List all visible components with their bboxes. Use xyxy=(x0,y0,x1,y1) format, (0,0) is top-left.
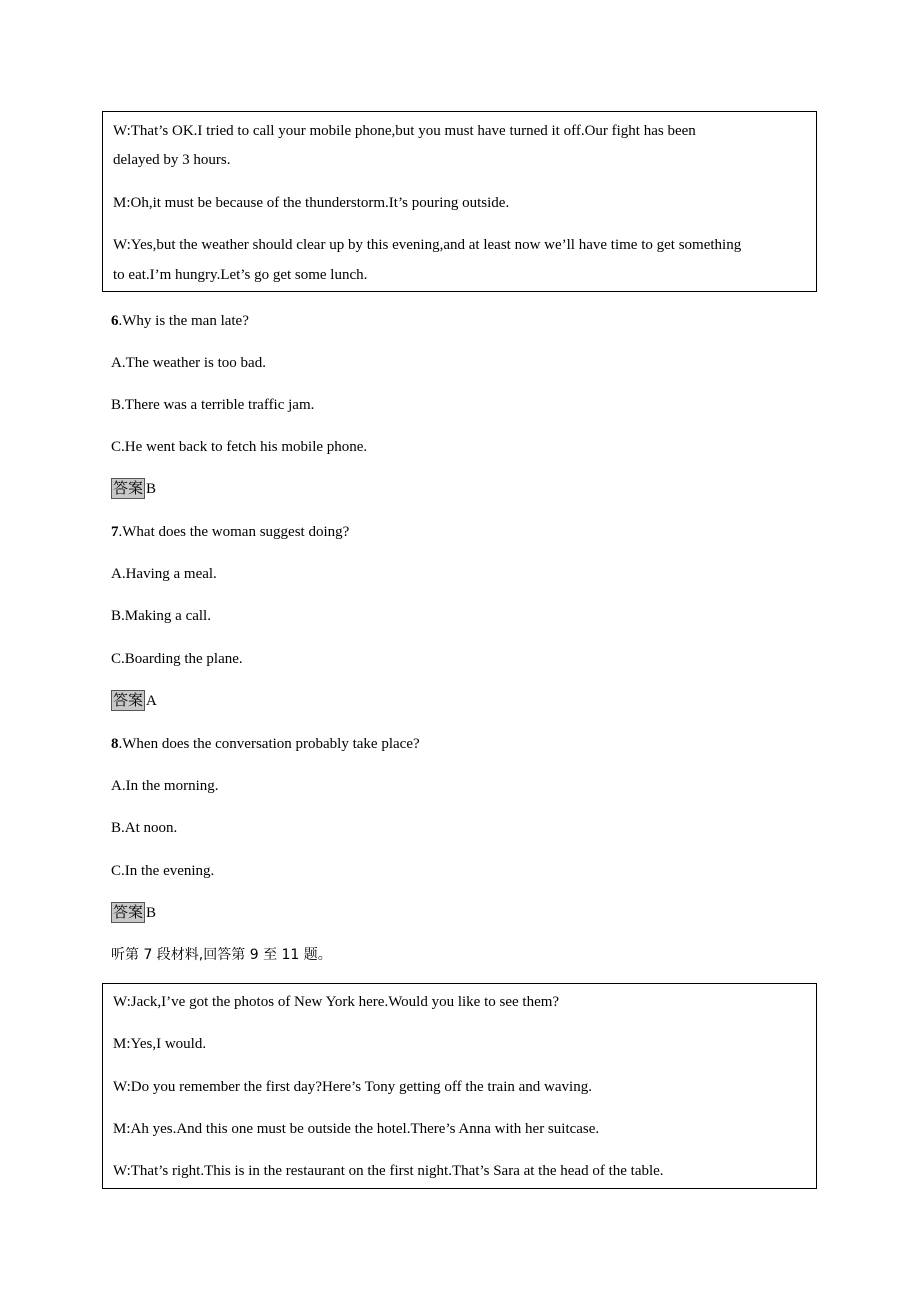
question-stem: .When does the conversation probably take place? xyxy=(118,736,420,752)
question-7 xyxy=(111,521,349,543)
option-a: A.Having a meal. xyxy=(111,566,217,582)
question-number: 6 xyxy=(111,313,119,329)
answer-row xyxy=(111,690,157,712)
transcript-line: W:That’s right.This is in the restaurant on the first night.That’s Sara at the head of the table. xyxy=(113,1163,664,1179)
option-b: B.At noon. xyxy=(111,820,178,836)
question-stem: .What does the woman suggest doing? xyxy=(118,524,350,540)
transcript-line: W:Yes,but the weather should clear up by this evening,and at least now we’ll have time to get something xyxy=(113,237,742,253)
option-a: A.The weather is too bad. xyxy=(111,355,266,371)
transcript-line: to eat.I’m hungry.Let’s go get some lunch. xyxy=(113,267,368,283)
transcript-box-2 xyxy=(102,983,817,1189)
transcript-line: W:That’s OK.I tried to call your mobile phone,but you must have turned it off.Our fight has been xyxy=(113,123,696,139)
option-b: B.There was a terrible traffic jam. xyxy=(111,397,315,413)
section-instruction: 听第 7 段材料,回答第 9 至 11 题。 xyxy=(111,947,332,963)
transcript-line: W:Jack,I’ve got the photos of New York here.Would you like to see them? xyxy=(113,994,560,1010)
question-8 xyxy=(111,733,420,755)
answer-value: B xyxy=(146,481,157,497)
question-number: 7 xyxy=(111,524,119,540)
answer-button[interactable]: 答案 xyxy=(113,903,144,921)
question-6 xyxy=(111,310,249,332)
transcript-line: M:Oh,it must be because of the thunderstorm.It’s pouring outside. xyxy=(113,195,510,211)
question-number: 8 xyxy=(111,736,119,752)
answer-value: B xyxy=(146,905,157,921)
transcript-line: M:Ah yes.And this one must be outside the hotel.There’s Anna with her suitcase. xyxy=(113,1121,600,1137)
transcript-line: M:Yes,I would. xyxy=(113,1036,207,1052)
answer-button[interactable]: 答案 xyxy=(113,691,144,709)
answer-row xyxy=(111,902,156,924)
option-c: C.Boarding the plane. xyxy=(111,651,243,667)
option-b: B.Making a call. xyxy=(111,608,211,624)
option-c: C.He went back to fetch his mobile phone. xyxy=(111,439,368,455)
option-a: A.In the morning. xyxy=(111,778,219,794)
transcript-line: delayed by 3 hours. xyxy=(113,152,231,168)
question-stem: .Why is the man late? xyxy=(118,313,249,329)
transcript-box-1 xyxy=(102,111,817,292)
answer-value: A xyxy=(146,693,157,709)
option-c: C.In the evening. xyxy=(111,863,215,879)
transcript-line: W:Do you remember the first day?Here’s Tony getting off the train and waving. xyxy=(113,1079,592,1095)
answer-row xyxy=(111,478,156,500)
answer-button[interactable]: 答案 xyxy=(113,479,144,497)
